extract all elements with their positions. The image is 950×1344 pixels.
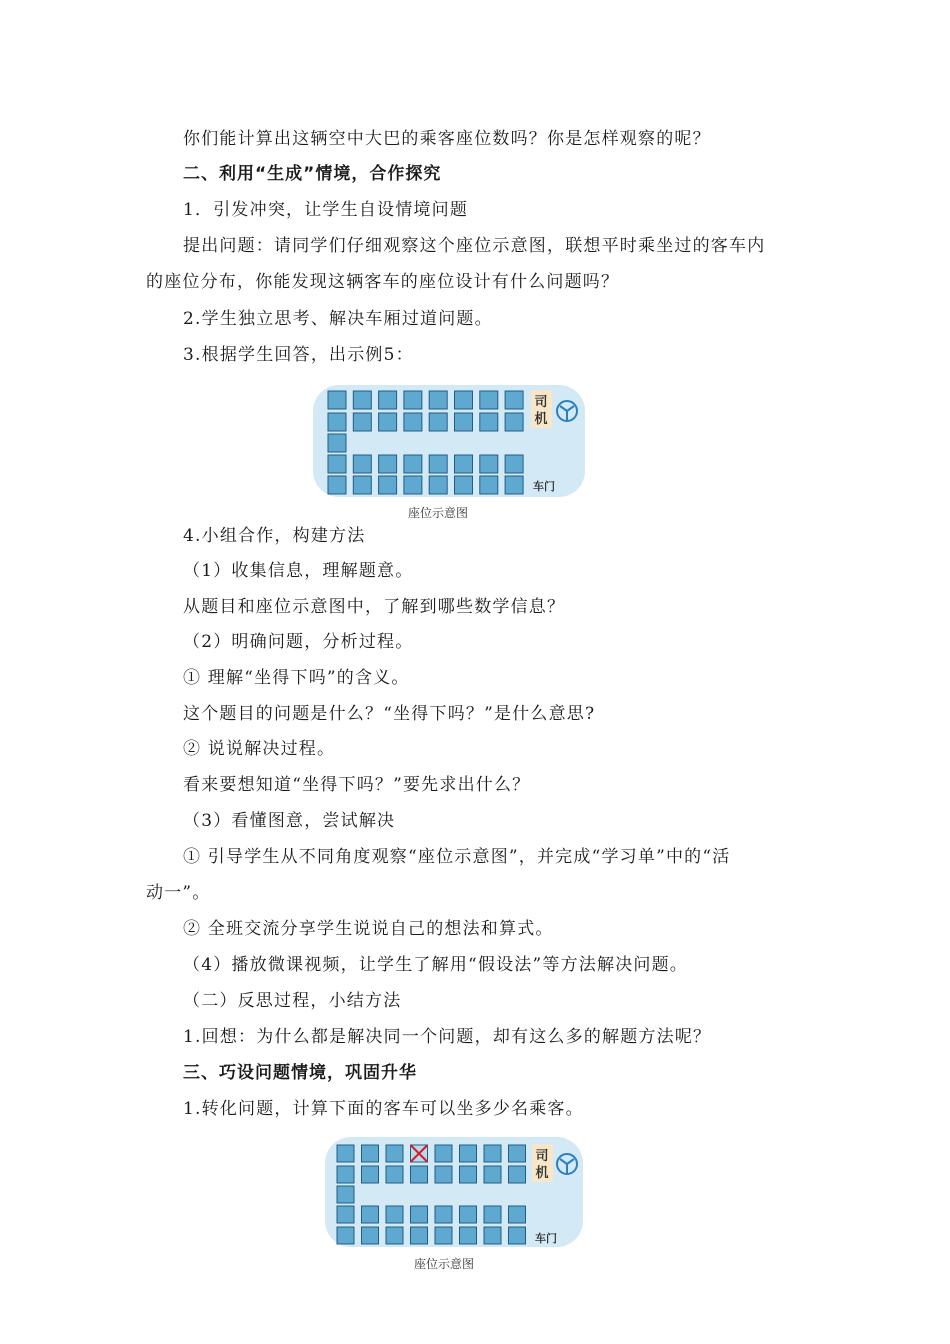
seat (460, 1206, 477, 1223)
text-line: ① 引导学生从不同角度观察“座位示意图”，并完成“学习单”中的“活 (183, 847, 731, 867)
text-line: 你们能计算出这辆空中大巴的乘客座位数吗？你是怎样观察的呢？ (183, 129, 711, 149)
seat (386, 1227, 403, 1244)
seat (505, 413, 523, 431)
seat (435, 1206, 452, 1223)
seat (480, 391, 498, 409)
seat (429, 455, 447, 473)
seat (480, 413, 498, 431)
seat (455, 391, 473, 409)
text-line: （2）明确问题，分析过程。 (183, 632, 414, 652)
seat (337, 1166, 354, 1183)
driver-label-char: 机 (535, 1166, 549, 1181)
seat (509, 1145, 526, 1162)
text-line: 1.转化问题，计算下面的客车可以坐多少名乘客。 (183, 1099, 584, 1119)
seat (379, 455, 397, 473)
seat (328, 391, 346, 409)
seat (505, 455, 523, 473)
seat (386, 1206, 403, 1223)
seat (484, 1166, 501, 1183)
text-line: 的座位分布，你能发现这辆客车的座位设计有什么问题吗？ (146, 272, 620, 292)
seat-diagram-2 (322, 1134, 586, 1252)
text-line: 1．引发冲突，让学生自设情境问题 (183, 200, 469, 220)
driver-label-char: 司 (535, 1149, 549, 1164)
door-label: 车门 (533, 480, 555, 493)
seat (455, 476, 473, 494)
seat (337, 1227, 354, 1244)
seat (509, 1206, 526, 1223)
seat (404, 391, 422, 409)
seat (484, 1206, 501, 1223)
seat (429, 476, 447, 494)
driver-label-char: 司 (534, 395, 548, 410)
section-heading: 二、利用“生成”情境，合作探究 (183, 164, 442, 184)
seat (379, 391, 397, 409)
seat (386, 1166, 403, 1183)
seat (404, 476, 422, 494)
seat (379, 476, 397, 494)
seat (455, 413, 473, 431)
text-line: 动一”。 (146, 883, 211, 903)
seat (429, 391, 447, 409)
seat (386, 1145, 403, 1162)
text-line: 提出问题：请同学们仔细观察这个座位示意图，联想平时乘坐过的客车内 (183, 236, 766, 256)
text-line: 看来要想知道“坐得下吗？”要先求出什么？ (183, 775, 531, 795)
seat (337, 1145, 354, 1162)
seat (460, 1166, 477, 1183)
seat (435, 1166, 452, 1183)
seat (362, 1227, 379, 1244)
figure-caption: 座位示意图 (408, 506, 469, 520)
seat (379, 413, 397, 431)
text-line: ② 说说解决过程。 (183, 739, 336, 759)
seat (353, 455, 371, 473)
seat (337, 1206, 354, 1223)
seat (480, 476, 498, 494)
seat (455, 455, 473, 473)
seat (411, 1206, 428, 1223)
seat (484, 1227, 501, 1244)
seat (435, 1145, 452, 1162)
seat (435, 1227, 452, 1244)
seat (460, 1145, 477, 1162)
text-line: 从题目和座位示意图中，了解到哪些数学信息？ (183, 597, 566, 617)
text-line: ① 理解“坐得下吗”的含义。 (183, 668, 410, 688)
text-line: （1）收集信息，理解题意。 (183, 561, 414, 581)
seat-diagram-1 (310, 382, 590, 502)
seat (353, 391, 371, 409)
seat (460, 1227, 477, 1244)
seat (411, 1166, 428, 1183)
text-line: （二）反思过程，小结方法 (183, 991, 402, 1011)
seat (429, 413, 447, 431)
seat (362, 1145, 379, 1162)
seat (328, 434, 346, 452)
seat (362, 1206, 379, 1223)
seat (480, 455, 498, 473)
seat (353, 476, 371, 494)
seat (484, 1145, 501, 1162)
text-line: （3）看懂图意，尝试解决 (183, 811, 396, 831)
seat (337, 1186, 354, 1203)
door-label: 车门 (535, 1232, 557, 1245)
section-heading: 三、巧设问题情境，巩固升华 (183, 1063, 417, 1083)
seat (328, 413, 346, 431)
seat (362, 1166, 379, 1183)
text-line: 3.根据学生回答，出示例5： (183, 345, 414, 365)
text-line: 4.小组合作，构建方法 (183, 526, 366, 546)
text-line: 2.学生独立思考、解决车厢过道问题。 (183, 309, 493, 329)
seat (505, 391, 523, 409)
text-line: 这个题目的问题是什么？“坐得下吗？”是什么意思? (183, 704, 596, 724)
seat (509, 1227, 526, 1244)
driver-label-char: 机 (534, 412, 548, 427)
seat (404, 455, 422, 473)
seat (353, 413, 371, 431)
text-line: （4）播放微课视频，让学生了解用“假设法”等方法解决问题。 (183, 955, 688, 975)
seat (411, 1227, 428, 1244)
text-line: 1.回想：为什么都是解决同一个问题，却有这么多的解题方法呢？ (183, 1027, 712, 1047)
seat (505, 476, 523, 494)
seat (328, 476, 346, 494)
seat (328, 455, 346, 473)
seat (404, 413, 422, 431)
figure-caption: 座位示意图 (414, 1257, 475, 1271)
seat (509, 1166, 526, 1183)
text-line: ② 全班交流分享学生说说自己的想法和算式。 (183, 919, 554, 939)
